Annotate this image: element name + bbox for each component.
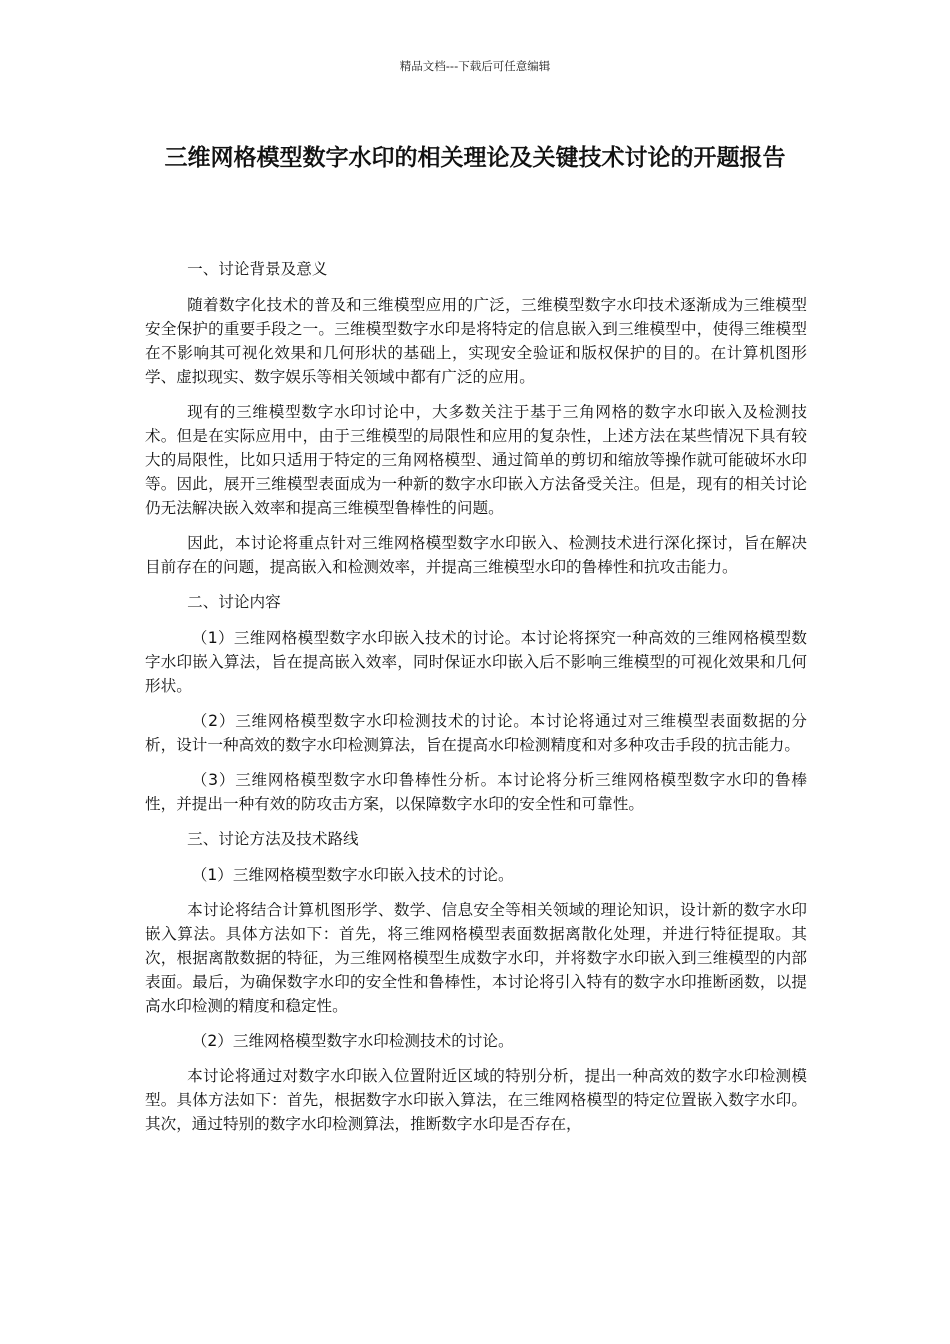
subsection-heading: （1）三维网格模型数字水印嵌入技术的讨论。 xyxy=(191,866,514,884)
list-item: （3）三维网格模型数字水印鲁棒性分析。本讨论将分析三维网格模型数字水印的鲁棒性，并提出一种有效的防攻击方案，以保障数字水印的安全性和可靠性。 xyxy=(145,771,807,813)
document-title: 三维网格模型数字水印的相关理论及关键技术讨论的开题报告 xyxy=(164,145,786,171)
list-item: （2）三维网格模型数字水印检测技术的讨论。本讨论将通过对三维模型表面数据的分析，设计一种高效的数字水印检测算法，旨在提高水印检测精度和对多种攻击手段的抗击能力。 xyxy=(145,712,807,754)
section-heading: 二、讨论内容 xyxy=(187,593,281,611)
list-item: （1）三维网格模型数字水印嵌入技术的讨论。本讨论将探究一种高效的三维网格模型数字水印嵌入算法，旨在提高嵌入效率，同时保证水印嵌入后不影响三维模型的可视化效果和几何形状。 xyxy=(145,629,807,695)
paragraph: 本讨论将通过对数字水印嵌入位置附近区域的特别分析，提出一种高效的数字水印检测模型。具体方法如下：首先，根据数字水印嵌入算法，在三维网格模型的特定位置嵌入数字水印。其次，通过特别的数字水印检测算法，推断数字水印是否存在， xyxy=(145,1067,807,1133)
header-note: 精品文档---下载后可任意编辑 xyxy=(399,59,551,73)
subsection-heading: （2）三维网格模型数字水印检测技术的讨论。 xyxy=(191,1032,514,1050)
paragraph: 随着数字化技术的普及和三维模型应用的广泛，三维模型数字水印技术逐渐成为三维模型安全保护的重要手段之一。三维模型数字水印是将特定的信息嵌入到三维模型中，使得三维模型在不影响其可视化效果和几何形状的基础上，实现安全验证和版权保护的目的。在计算机图形学、虚拟现实、数字娱乐等相关领域中都有广泛的应用。 xyxy=(145,296,807,386)
paragraph: 本讨论将结合计算机图形学、数学、信息安全等相关领域的理论知识，设计新的数字水印嵌入算法。具体方法如下：首先，将三维网格模型表面数据离散化处理，并进行特征提取。其次，根据离散数据的特征，为三维网格模型生成数字水印，并将数字水印嵌入到三维模型的内部表面。最后，为确保数字水印的安全性和鲁棒性，本讨论将引入特有的数字水印推断函数，以提高水印检测的精度和稳定性。 xyxy=(145,901,807,1015)
paragraph: 因此，本讨论将重点针对三维网格模型数字水印嵌入、检测技术进行深化探讨，旨在解决目前存在的问题，提高嵌入和检测效率，并提高三维模型水印的鲁棒性和抗攻击能力。 xyxy=(145,534,807,576)
section-heading: 一、讨论背景及意义 xyxy=(187,260,328,278)
paragraph: 现有的三维模型数字水印讨论中，大多数关注于基于三角网格的数字水印嵌入及检测技术。但是在实际应用中，由于三维模型的局限性和应用的复杂性，上述方法在某些情况下具有较大的局限性，比如只适用于特定的三角网格模型、通过简单的剪切和缩放等操作就可能破坏水印等。因此，展开三维模型表面成为一种新的数字水印嵌入方法备受关注。但是，现有的相关讨论仍无法解决嵌入效率和提高三维模型鲁棒性的问题。 xyxy=(145,403,807,517)
section-heading: 三、讨论方法及技术路线 xyxy=(187,830,359,848)
document-body xyxy=(145,257,807,1147)
